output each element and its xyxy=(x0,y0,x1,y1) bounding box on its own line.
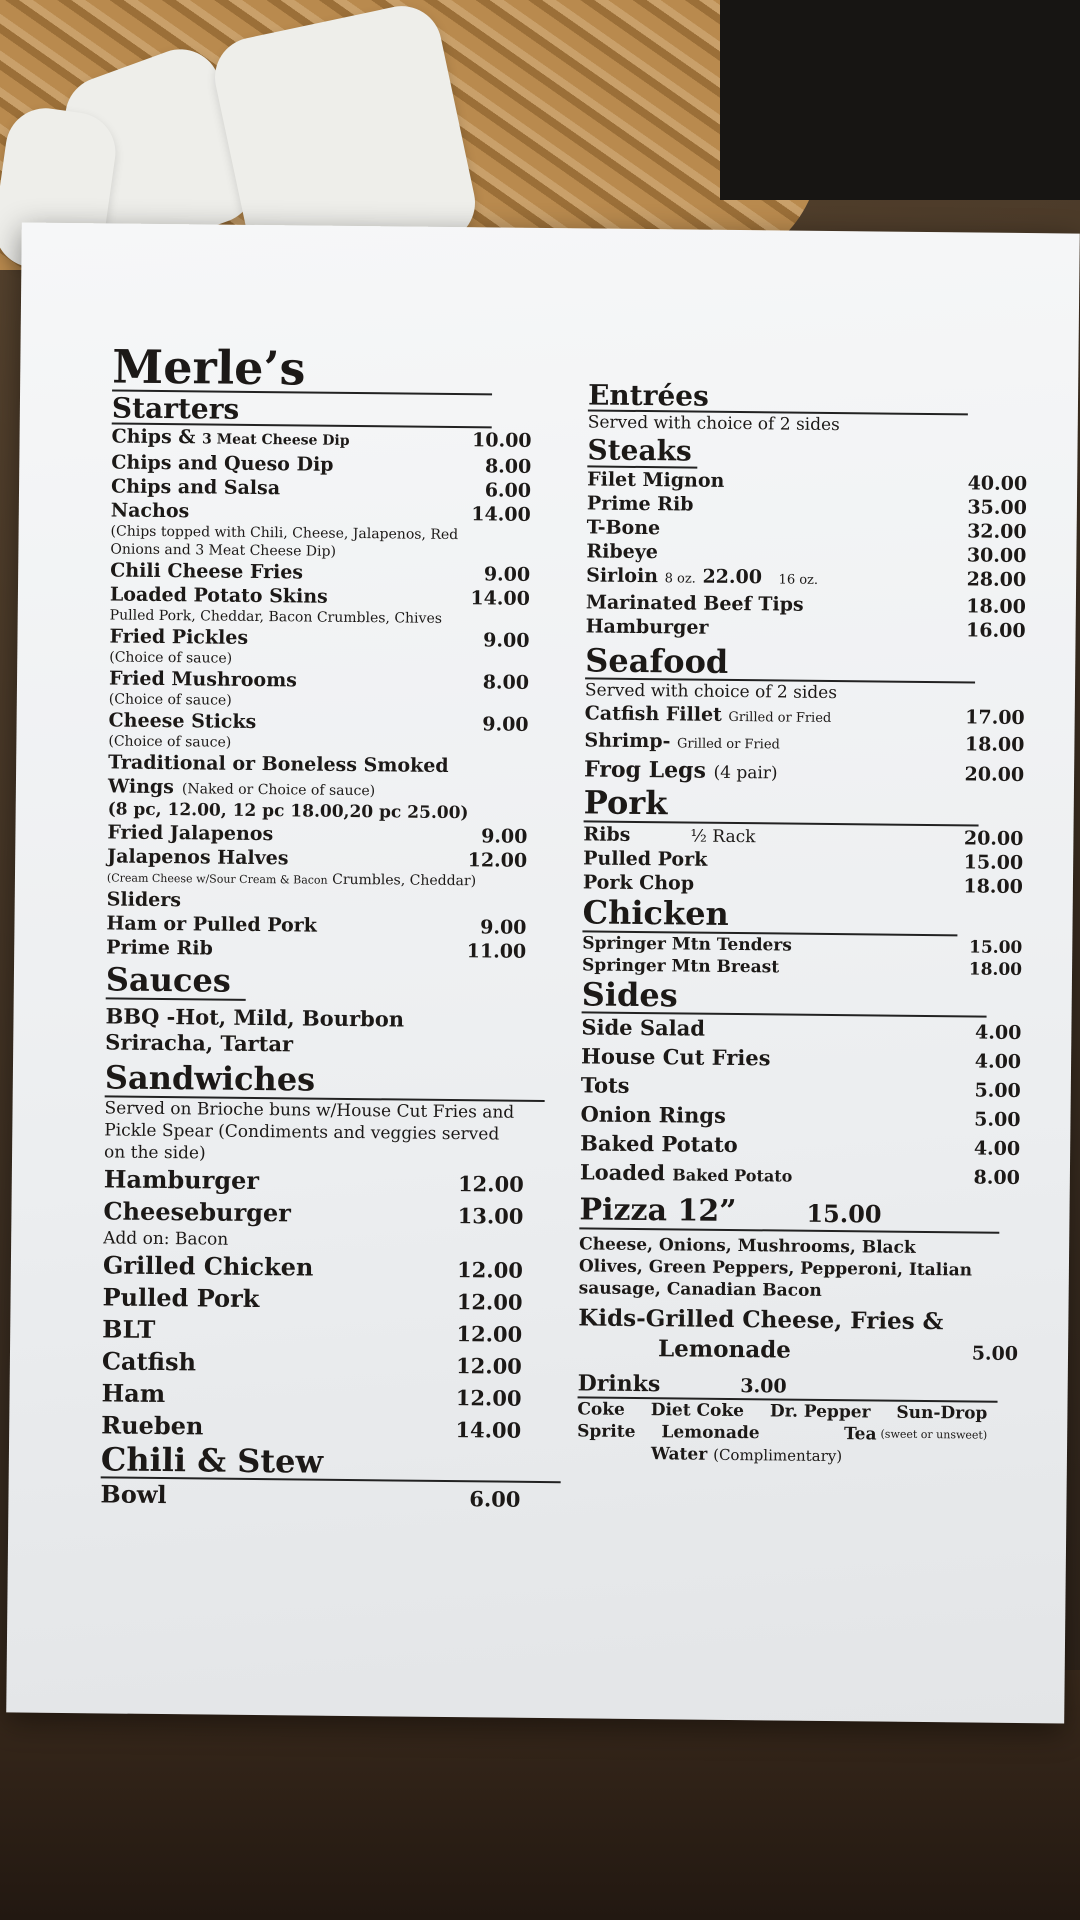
menu-item xyxy=(103,1195,523,1231)
steaks-heading: Steaks xyxy=(587,436,697,469)
pizza-price: 15.00 xyxy=(806,1198,882,1229)
item-name: Nachos xyxy=(110,499,190,523)
item-note: (Chips topped with Chili, Cheese, Jalapenos, Red Onions and 3 Meat Cheese Dip) xyxy=(110,523,459,561)
item-name: Ham or Pulled Pork xyxy=(106,912,318,938)
menu-item xyxy=(102,1313,522,1349)
menu-item xyxy=(581,1014,1021,1048)
item-name: Hamburger xyxy=(103,1163,260,1195)
size-16oz: 16 oz. xyxy=(778,572,819,588)
item-price: 30.00 xyxy=(966,544,1027,567)
menu-item xyxy=(104,1163,524,1199)
menu-item xyxy=(103,1249,523,1285)
menu-item xyxy=(580,1159,1020,1194)
item-price: 5.00 xyxy=(974,1108,1021,1132)
chili-heading: Chili & Stew xyxy=(101,1443,561,1483)
item-price: 35.00 xyxy=(967,496,1028,519)
item-name: Hamburger xyxy=(585,615,709,639)
item-note-rest: Crumbles, Cheddar) xyxy=(327,872,477,890)
item-note-small: (Cream Cheese w/Sour Cream & Bacon xyxy=(106,871,328,888)
item-name: Ribs xyxy=(583,823,631,846)
item-name: Cheeseburger xyxy=(103,1195,292,1227)
menu-item xyxy=(102,1281,522,1317)
item-name: Side Salad xyxy=(581,1014,706,1041)
item-note: (Naked or Choice of sauce) xyxy=(181,781,376,800)
item-price: 18.00 xyxy=(963,875,1024,898)
item-price: 13.00 xyxy=(457,1202,524,1229)
item-price: 18.00 xyxy=(964,733,1025,757)
item-price: 4.00 xyxy=(974,1050,1022,1074)
item-price: 5.00 xyxy=(971,1342,1019,1366)
item-name: Springer Mtn Tenders xyxy=(582,932,792,956)
item-name: BLT xyxy=(102,1313,156,1344)
item-detail: Grilled or Fried xyxy=(676,736,780,753)
drink-note: (sweet or unsweet) xyxy=(880,1427,988,1442)
item-price: 14.00 xyxy=(455,1416,522,1443)
drink-item: Lemonade xyxy=(661,1422,760,1444)
item-price: 8.00 xyxy=(973,1166,1020,1190)
item-price: 18.00 xyxy=(966,595,1026,618)
menu-item xyxy=(581,1043,1021,1077)
item-name: Chili Cheese Fries xyxy=(110,559,304,584)
pizza-toppings: Cheese, Onions, Mushrooms, Black Olives, Green Peppers, Pepperoni, Italian sausage, Canadian Bacon xyxy=(578,1234,973,1302)
item-note: (Choice of sauce) xyxy=(108,733,232,752)
item-name: Loaded xyxy=(579,1159,666,1186)
item-name: Lemonade xyxy=(657,1335,792,1364)
drink-item: Dr. Pepper xyxy=(769,1401,871,1423)
item-name: Loaded Potato Skins xyxy=(109,583,328,609)
item-price: 8.00 xyxy=(482,671,530,695)
drink-item: Sprite xyxy=(577,1421,636,1443)
addon-text: Add on: Bacon xyxy=(103,1227,229,1250)
item-detail: Grilled or Fried xyxy=(728,710,832,727)
drink-item: Water xyxy=(650,1444,708,1465)
item-price: 12.00 xyxy=(455,1352,523,1379)
kids-item xyxy=(578,1334,1018,1370)
seafood-note: Served with choice of 2 sides xyxy=(584,680,838,704)
menu-item xyxy=(106,936,526,964)
sides-heading: Sides xyxy=(582,978,987,1018)
item-price: 12.00 xyxy=(467,849,528,873)
item-name: Springer Mtn Breast xyxy=(581,954,780,978)
item-name: Rueben xyxy=(101,1409,204,1441)
price-8oz: 22.00 xyxy=(702,565,763,589)
pork-heading: Pork xyxy=(584,787,979,827)
item-name: Sirloin xyxy=(586,564,659,587)
item-price: 4.00 xyxy=(973,1137,1021,1161)
item-price: 6.00 xyxy=(469,1486,521,1512)
sauces-text: BBQ -Hot, Mild, Bourbon Sriracha, Tartar xyxy=(105,1003,405,1057)
drink-item: Tea xyxy=(843,1424,877,1445)
item-note: Pulled Pork, Cheddar, Bacon Crumbles, Chives xyxy=(109,607,443,628)
item-name: Pork Chop xyxy=(582,871,695,895)
item-name: Ham xyxy=(101,1377,166,1408)
item-price: 17.00 xyxy=(965,706,1025,730)
item-name: Bowl xyxy=(100,1479,167,1510)
item-price: 6.00 xyxy=(484,479,532,503)
menu-item xyxy=(101,1377,521,1413)
item-price: 14.00 xyxy=(471,503,531,527)
drink-note: (Complimentary) xyxy=(713,1445,843,1466)
menu-item xyxy=(580,1101,1020,1135)
item-name: Catfish xyxy=(101,1345,197,1376)
item-price: 4.00 xyxy=(975,1021,1022,1045)
pizza-header xyxy=(579,1193,999,1234)
item-price: 9.00 xyxy=(483,629,530,653)
item-name: Prime Rib xyxy=(106,936,213,960)
menu-right-column xyxy=(577,378,1028,1469)
item-price: 10.00 xyxy=(471,429,532,453)
menu-paper xyxy=(6,223,1080,1724)
restaurant-name: Merle’s xyxy=(112,339,306,396)
item-price: 20.00 xyxy=(964,763,1025,787)
menu-item xyxy=(102,1345,522,1381)
item-price: 11.00 xyxy=(466,940,527,964)
item-name: Fried Mushrooms xyxy=(108,667,298,692)
item-name: Onion Rings xyxy=(580,1101,726,1129)
item-price: 12.00 xyxy=(457,1170,524,1197)
item-name: Tots xyxy=(580,1072,630,1099)
item-name: Jalapenos Halves xyxy=(107,845,289,870)
starters-heading: Starters xyxy=(111,391,240,426)
item-detail: Baked Potato xyxy=(672,1165,793,1186)
drinks-row-3 xyxy=(577,1443,1017,1470)
item-price: 18.00 xyxy=(968,959,1023,980)
item-note: (Choice of sauce) xyxy=(108,691,232,710)
item-price: 8.00 xyxy=(484,455,532,479)
item-name: Grilled Chicken xyxy=(102,1249,314,1282)
item-price: 20.00 xyxy=(963,827,1024,850)
item-name: Filet Mignon xyxy=(587,468,725,492)
item-name: Fried Jalapenos xyxy=(107,821,274,846)
item-name: Prime Rib xyxy=(586,492,694,516)
item-name: Baked Potato xyxy=(580,1130,738,1158)
item-price: 14.00 xyxy=(470,587,531,611)
item-note: (Choice of sauce) xyxy=(109,649,233,668)
drinks-price: 3.00 xyxy=(740,1375,787,1398)
sauces-heading: Sauces xyxy=(106,964,246,1001)
drink-item: Diet Coke xyxy=(650,1400,745,1422)
item-name: Chips & xyxy=(111,425,203,449)
item-name: Ribeye xyxy=(586,540,659,563)
drink-item: Sun-Drop xyxy=(896,1402,988,1424)
item-price: 12.00 xyxy=(456,1320,523,1347)
drink-item: Coke xyxy=(577,1399,626,1421)
item-detail: ½ Rack xyxy=(690,826,756,848)
item-name: Chips and Queso Dip xyxy=(111,451,334,477)
item-name: Pulled Pork xyxy=(583,847,708,871)
drinks-header xyxy=(578,1371,998,1403)
wings-prices: (8 pc, 12.00, 12 pc 18.00,20 pc 25.00) xyxy=(107,799,469,824)
kids-line1: Kids-Grilled Cheese, Fries & xyxy=(578,1304,944,1336)
drinks-heading: Drinks xyxy=(577,1370,661,1398)
item-price: 28.00 xyxy=(966,568,1027,591)
item-name: House Cut Fries xyxy=(581,1043,771,1071)
item-name: Catfish Fillet xyxy=(584,702,722,727)
item-price: 15.00 xyxy=(968,937,1023,958)
item-price: 9.00 xyxy=(481,825,528,849)
entrees-heading: Entrées xyxy=(588,380,968,415)
pizza-heading: Pizza 12” xyxy=(579,1192,737,1230)
sandwiches-note: Served on Brioche buns w/House Cut Fries and Pickle Spear (Condiments and veggies served on the side) xyxy=(103,1097,515,1164)
background-shadow xyxy=(720,0,1080,200)
menu-item xyxy=(586,614,1026,643)
menu-left-column xyxy=(100,339,532,1515)
item-price: 32.00 xyxy=(967,520,1027,543)
menu-item xyxy=(581,1072,1021,1106)
item-price: 12.00 xyxy=(455,1384,522,1411)
item-name: Chips and Salsa xyxy=(110,475,281,500)
item-price: 9.00 xyxy=(482,713,529,737)
menu-item xyxy=(580,1130,1020,1164)
entrees-note: Served with choice of 2 sides xyxy=(587,412,840,436)
menu-item xyxy=(101,1409,521,1445)
menu-item xyxy=(100,1479,520,1515)
chicken-heading: Chicken xyxy=(582,896,957,936)
item-name-small: 3 Meat Cheese Dip xyxy=(202,431,350,450)
item-name: Frog Legs xyxy=(583,756,707,785)
item-name: Marinated Beef Tips xyxy=(585,591,804,616)
sandwiches-heading: Sandwiches xyxy=(105,1061,545,1101)
item-name: Cheese Sticks xyxy=(108,709,257,734)
item-price: 40.00 xyxy=(967,472,1028,495)
size-8oz: 8 oz. xyxy=(664,571,696,587)
item-price: 9.00 xyxy=(480,916,527,940)
item-name: Fried Pickles xyxy=(109,625,249,650)
seafood-heading: Seafood xyxy=(585,644,975,684)
item-name: Wings xyxy=(107,775,175,799)
item-detail: (4 pair) xyxy=(713,763,778,784)
item-price: 5.00 xyxy=(974,1079,1021,1103)
item-price: 12.00 xyxy=(456,1256,524,1283)
item-name: Shrimp- xyxy=(584,729,671,753)
item-name: T-Bone xyxy=(586,516,661,539)
wings-title: Traditional or Boneless Smoked xyxy=(108,751,449,778)
item-price: 9.00 xyxy=(483,563,531,587)
item-price: 12.00 xyxy=(456,1288,523,1315)
item-price: 15.00 xyxy=(963,851,1024,874)
item-name: Pulled Pork xyxy=(102,1281,260,1313)
item-price: 16.00 xyxy=(965,619,1026,642)
sliders-label: Sliders xyxy=(106,888,182,912)
